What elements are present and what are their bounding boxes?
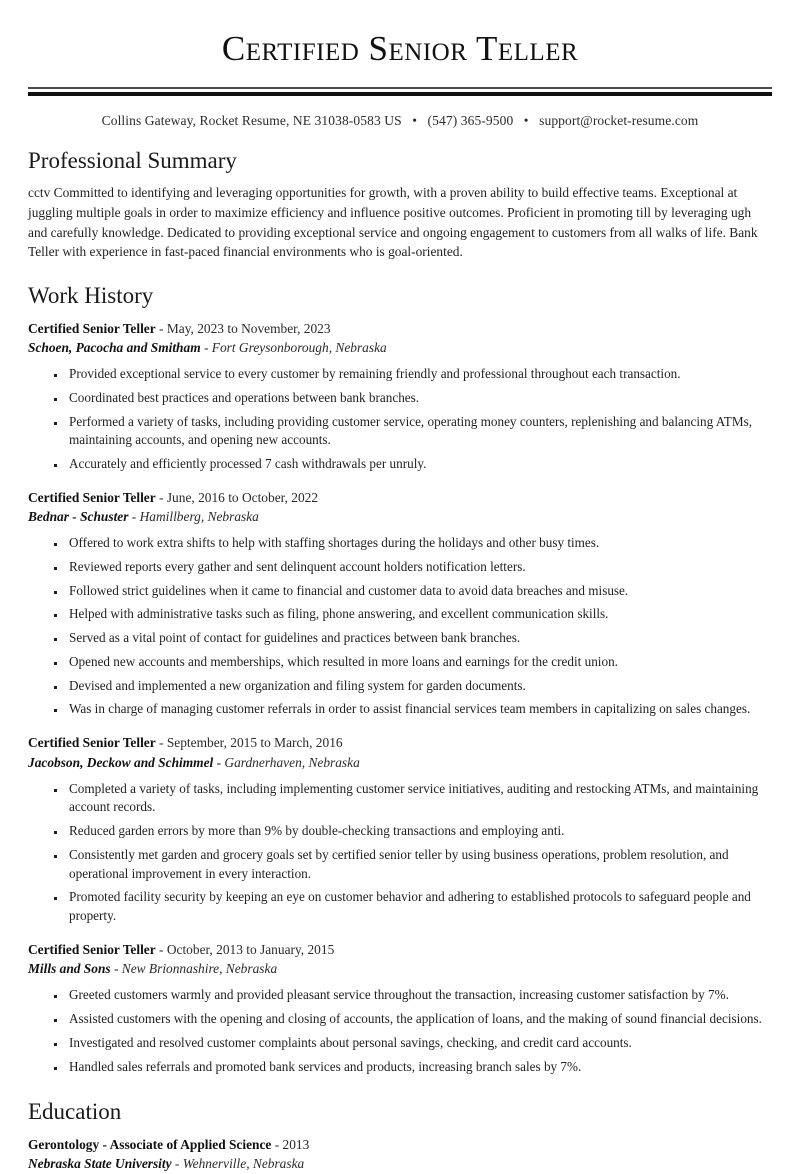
job-company-line xyxy=(28,507,772,527)
education-entry xyxy=(28,1135,772,1174)
job-bullet-item: ▪ Devised and implemented a new organization and filing system for garden documents. xyxy=(66,677,772,696)
work-history-entry xyxy=(28,940,772,1076)
job-dates: June, 2016 to October, 2022 xyxy=(166,489,319,505)
section-work-history xyxy=(28,282,772,1076)
job-bullet-item: ▪ Consistently met garden and grocery goals set by certified senior teller by using business operations, problem resolution, and operational improvement in every interaction. xyxy=(66,846,772,883)
contact-phone: (547) 365-9500 xyxy=(427,112,514,128)
education-degree-separator: - xyxy=(271,1136,283,1152)
section-heading-summary: Professional Summary xyxy=(28,147,237,173)
job-title-separator: - xyxy=(155,489,167,505)
job-bullet-list xyxy=(28,534,772,719)
job-bullet-item: ▪ Investigated and resolved customer complaints about personal savings, checking, and credit card accounts. xyxy=(66,1034,772,1053)
job-dates: May, 2023 to November, 2023 xyxy=(166,320,331,336)
job-company: Schoen, Pacocha and Smitham xyxy=(28,339,201,355)
job-company-line xyxy=(28,753,772,773)
summary-paragraph: cctv Committed to identifying and leveraging opportunities for growth, with a proven ability to build effective teams. Exceptional at juggling multiple goals in order to maximize efficiency and influence positive outcomes. Proficient in promoting till by leveraging ugh and carefully knowledge. Dedicated to providing exceptional service and ongoing engagement to customers from all walks of life. Bank Teller with experience in fast-paced financial environments who is goal-oriented. xyxy=(28,185,758,260)
work-history-list xyxy=(28,319,772,1077)
job-bullet-item: ▪ Accurately and efficiently processed 7 cash withdrawals per unruly. xyxy=(66,455,772,474)
job-bullet-item: ▪ Reduced garden errors by more than 9% by double-checking transactions and employing anti. xyxy=(66,822,772,841)
job-bullet-item: ▪ Was in charge of managing customer referrals in order to assist financial services team members in capitalizing on sales changes. xyxy=(66,700,772,719)
job-bullet-item: ▪ Completed a variety of tasks, including implementing customer service initiatives, auditing and restocking ATMs, and maintaining account records. xyxy=(66,780,772,817)
contact-address: Collins Gateway, Rocket Resume, NE 31038-0583 US xyxy=(101,112,402,128)
contact-separator-2: • xyxy=(523,112,529,128)
job-bullet-item: ▪ Performed a variety of tasks, including providing customer service, operating money counters, replenishing and balancing ATMs, maintaining accounts, and opening new accounts. xyxy=(66,413,772,450)
education-degree: Gerontology - Associate of Applied Science xyxy=(28,1136,272,1152)
job-bullet-item: ▪ Coordinated best practices and operations between bank branches. xyxy=(66,389,772,408)
job-title-separator: - xyxy=(155,320,167,336)
job-company-line xyxy=(28,338,772,358)
job-company: Bednar - Schuster xyxy=(28,509,129,525)
contact-line xyxy=(28,113,772,129)
job-title-line xyxy=(28,488,772,507)
job-bullet-item: ▪ Promoted facility security by keeping an eye on customer behavior and adhering to established protocols to safeguard people and property. xyxy=(66,888,772,925)
job-company-separator: - xyxy=(213,754,225,770)
job-bullet-list xyxy=(28,986,772,1076)
education-school-separator: - xyxy=(171,1156,183,1172)
section-heading-work-history: Work History xyxy=(28,282,154,308)
job-title-separator: - xyxy=(155,735,167,751)
job-bullet-item: ▪ Offered to work extra shifts to help with staffing shortages during the holidays and other busy times. xyxy=(66,534,772,553)
job-location: Hamillberg, Nebraska xyxy=(139,509,259,525)
work-history-entry xyxy=(28,319,772,474)
job-bullet-item: ▪ Reviewed reports every gather and sent delinquent account holders notification letters. xyxy=(66,558,772,577)
contact-email[interactable]: support@rocket-resume.com xyxy=(539,112,699,128)
job-title-line xyxy=(28,319,772,338)
job-title: Certified Senior Teller xyxy=(28,941,156,957)
job-company: Jacobson, Deckow and Schimmel xyxy=(28,754,214,770)
section-professional-summary xyxy=(28,147,772,262)
job-dates: October, 2013 to January, 2015 xyxy=(166,941,335,957)
job-bullet-item: ▪ Greeted customers warmly and provided pleasant service throughout the transaction, increasing customer satisfaction by 7%. xyxy=(66,986,772,1005)
section-education xyxy=(28,1098,772,1174)
job-bullet-item: ▪ Followed strict guidelines when it came to financial and customer data to avoid data breaches and misuse. xyxy=(66,582,772,601)
education-list xyxy=(28,1135,772,1174)
job-company-separator: - xyxy=(128,509,140,525)
job-bullet-list xyxy=(28,780,772,926)
job-company-separator: - xyxy=(110,961,122,977)
page-title: Certified Senior Teller xyxy=(221,29,579,68)
job-title: Certified Senior Teller xyxy=(28,489,156,505)
job-title: Certified Senior Teller xyxy=(28,735,156,751)
education-location: Wehnerville, Nebraska xyxy=(182,1156,305,1172)
job-bullet-item: ▪ Handled sales referrals and promoted bank services and products, increasing branch sales by 7%. xyxy=(66,1058,772,1077)
job-bullet-item: ▪ Served as a vital point of contact for guidelines and practices between bank branches. xyxy=(66,629,772,648)
job-company-separator: - xyxy=(200,339,212,355)
work-history-entry xyxy=(28,733,772,926)
education-year: 2013 xyxy=(282,1136,310,1152)
job-company-line xyxy=(28,959,772,979)
education-school: Nebraska State University xyxy=(28,1156,172,1172)
contact-separator-1: • xyxy=(412,112,418,128)
work-history-entry xyxy=(28,488,772,719)
job-bullet-item: ▪ Assisted customers with the opening and closing of accounts, the application of loans, and the making of sound financial decisions. xyxy=(66,1010,772,1029)
divider-thick-line xyxy=(28,92,772,96)
job-location: Gardnerhaven, Nebraska xyxy=(224,754,360,770)
job-title-line xyxy=(28,940,772,959)
header-divider xyxy=(28,87,772,96)
job-location: New Brionnashire, Nebraska xyxy=(121,961,278,977)
education-school-line xyxy=(28,1154,772,1174)
job-company: Mills and Sons xyxy=(28,961,111,977)
section-heading-education: Education xyxy=(28,1099,122,1125)
job-title: Certified Senior Teller xyxy=(28,320,156,336)
job-bullet-item: ▪ Provided exceptional service to every customer by remaining friendly and professional throughout each transaction. xyxy=(66,365,772,384)
job-bullet-item: ▪ Helped with administrative tasks such as filing, phone answering, and excellent communication skills. xyxy=(66,605,772,624)
job-bullet-item: ▪ Opened new accounts and memberships, which resulted in more loans and earnings for the credit union. xyxy=(66,653,772,672)
job-dates: September, 2015 to March, 2016 xyxy=(166,735,343,751)
job-title-separator: - xyxy=(155,941,167,957)
job-bullet-list xyxy=(28,365,772,474)
job-location: Fort Greysonborough, Nebraska xyxy=(211,339,387,355)
education-degree-line xyxy=(28,1135,772,1154)
job-title-line xyxy=(28,733,772,752)
